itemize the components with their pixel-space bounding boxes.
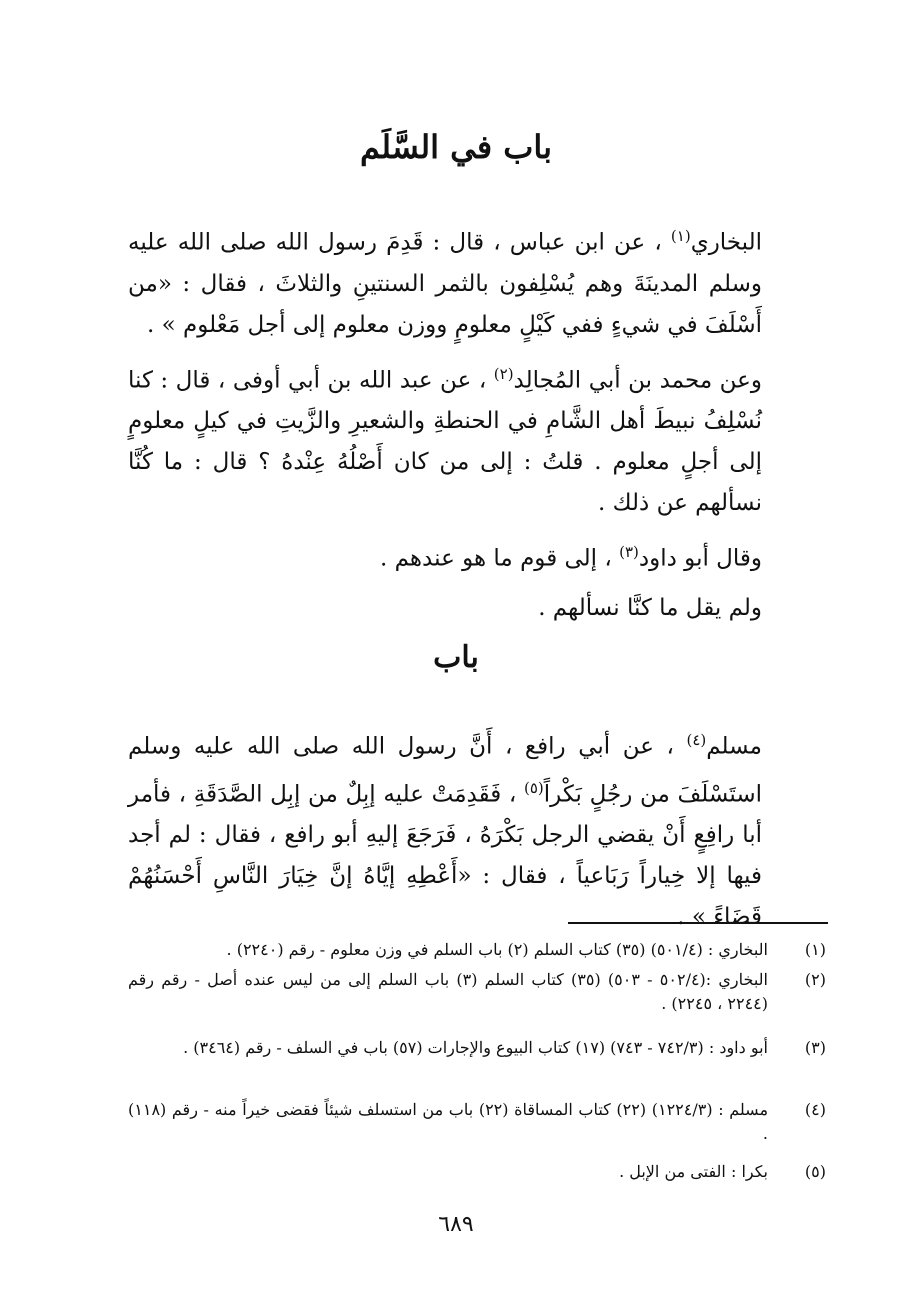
footnote-ref[interactable]: (٣) [619, 543, 639, 562]
paragraph-ibn-abi-mujalid [128, 354, 762, 525]
paragraph-lead: وقال أبو داود [638, 545, 762, 572]
section-heading: باب [433, 640, 479, 675]
paragraph-text: ، فَقَدِمَتْ عليه إبِلٌ من إبِل الصَّدَقَةِ ، فأمر أبا رافِعٍ أَنْ يقضي الرجل بَكْرَهُ ، فَرَجَعَ إليهِ أبو رافع ، فقال : لم أجد فيها إلا خِياراً رَبَاعياً ، فقال : «أَعْطِهِ إيَّاهُ إنَّ خِيَارَ النَّاسِ أَحْسَنُهُمْ قَضَاءً » . [128, 781, 762, 931]
paragraph-text: ، عن عبد الله بن أبي أوفى ، قال : كنا نُسْلِفُ نبيطَ أهل الشَّامِ في الحنطةِ والشعيرِ والزَّيتِ في كيلٍ معلومٍ إلى أجلٍ معلوم . قلتُ : إلى من كان أَصْلُهُ عِنْدهُ ؟ قال : ما كُنَّا نسألهم عن ذلك . [128, 367, 762, 517]
page-number: ٦٨٩ [438, 1212, 474, 1237]
paragraph-text: ، عن أبي رافع ، أَنَّ رسول الله صلى الله عليه وسلم استَسْلَفَ من رجُلٍ بَكْراً [128, 733, 762, 808]
footnote-text: البخاري : (٥٠١/٤) (٣٥) كتاب السلم (٢) باب السلم في وزن معلوم - رقم (٢٢٤٠) . [226, 940, 768, 959]
footnote-divider [568, 922, 828, 924]
footnote-2 [128, 968, 826, 1016]
footnote-text: مسلم : (١٢٢٤/٣) (٢٢) كتاب المساقاة (٢٢) باب من استسلف شيئاً فقضى خيراً منه - رقم (١١٨) . [128, 1100, 769, 1143]
paragraph-bukhari [128, 216, 762, 346]
chapter-title: باب في السَّلَم [359, 128, 553, 166]
footnote-text: بكرا : الفتى من الإبل . [619, 1162, 768, 1181]
footnote-3 [128, 1036, 826, 1060]
footnote-number: (٥) [804, 1162, 826, 1181]
footnote-text: أبو داود : (٧٤٢/٣ - ٧٤٣) (١٧) كتاب البيوع والإجارات (٥٧) باب في السلف - رقم (٣٤٦٤) . [183, 1038, 768, 1057]
footnote-text: البخاري :(٥٠٢/٤ - ٥٠٣) (٣٥) كتاب السلم (٣) باب السلم إلى من ليس عنده أصل - رقم رقم (٢٢٤٤ ، ٢٢٤٥) . [128, 970, 768, 1013]
footnote-number: (٣) [804, 1038, 826, 1057]
source-name: مسلم [706, 733, 762, 760]
paragraph-lead: وعن محمد بن أبي المُجالِد [513, 367, 762, 394]
paragraph-note: ولم يقل ما كنَّا نسألهم . [538, 594, 762, 621]
footnote-ref[interactable]: (٢) [493, 364, 514, 383]
source-name: البخاري [690, 229, 762, 256]
paragraph-text: ، إلى قوم ما هو عندهم . [380, 545, 620, 572]
section-bab-body [128, 720, 762, 938]
footnote-1 [128, 938, 826, 962]
footnote-number: (١) [804, 940, 826, 959]
footnote-ref[interactable]: (٥) [523, 778, 544, 797]
section-salam-body [128, 216, 762, 629]
footnote-ref[interactable]: (٤) [686, 731, 707, 749]
paragraph-abu-dawud [128, 532, 762, 580]
paragraph-muslim [128, 720, 762, 938]
footnote-5 [128, 1160, 826, 1184]
footnote-ref[interactable]: (١) [670, 227, 691, 245]
footnote-4 [128, 1098, 826, 1146]
footnote-number: (٤) [804, 1100, 826, 1119]
footnote-number: (٢) [804, 970, 826, 989]
paragraph-text: ، عن ابن عباس ، قال : قَدِمَ رسول الله صلى الله عليه وسلم المدينَةَ وهم يُسْلِفون بالثمر السنتينِ والثلاثَ ، فقال : «من أَسْلَفَ في شيءٍ ففي كَيْلٍ معلومٍ ووزن معلوم إلى أجل مَعْلوم » . [128, 229, 762, 338]
